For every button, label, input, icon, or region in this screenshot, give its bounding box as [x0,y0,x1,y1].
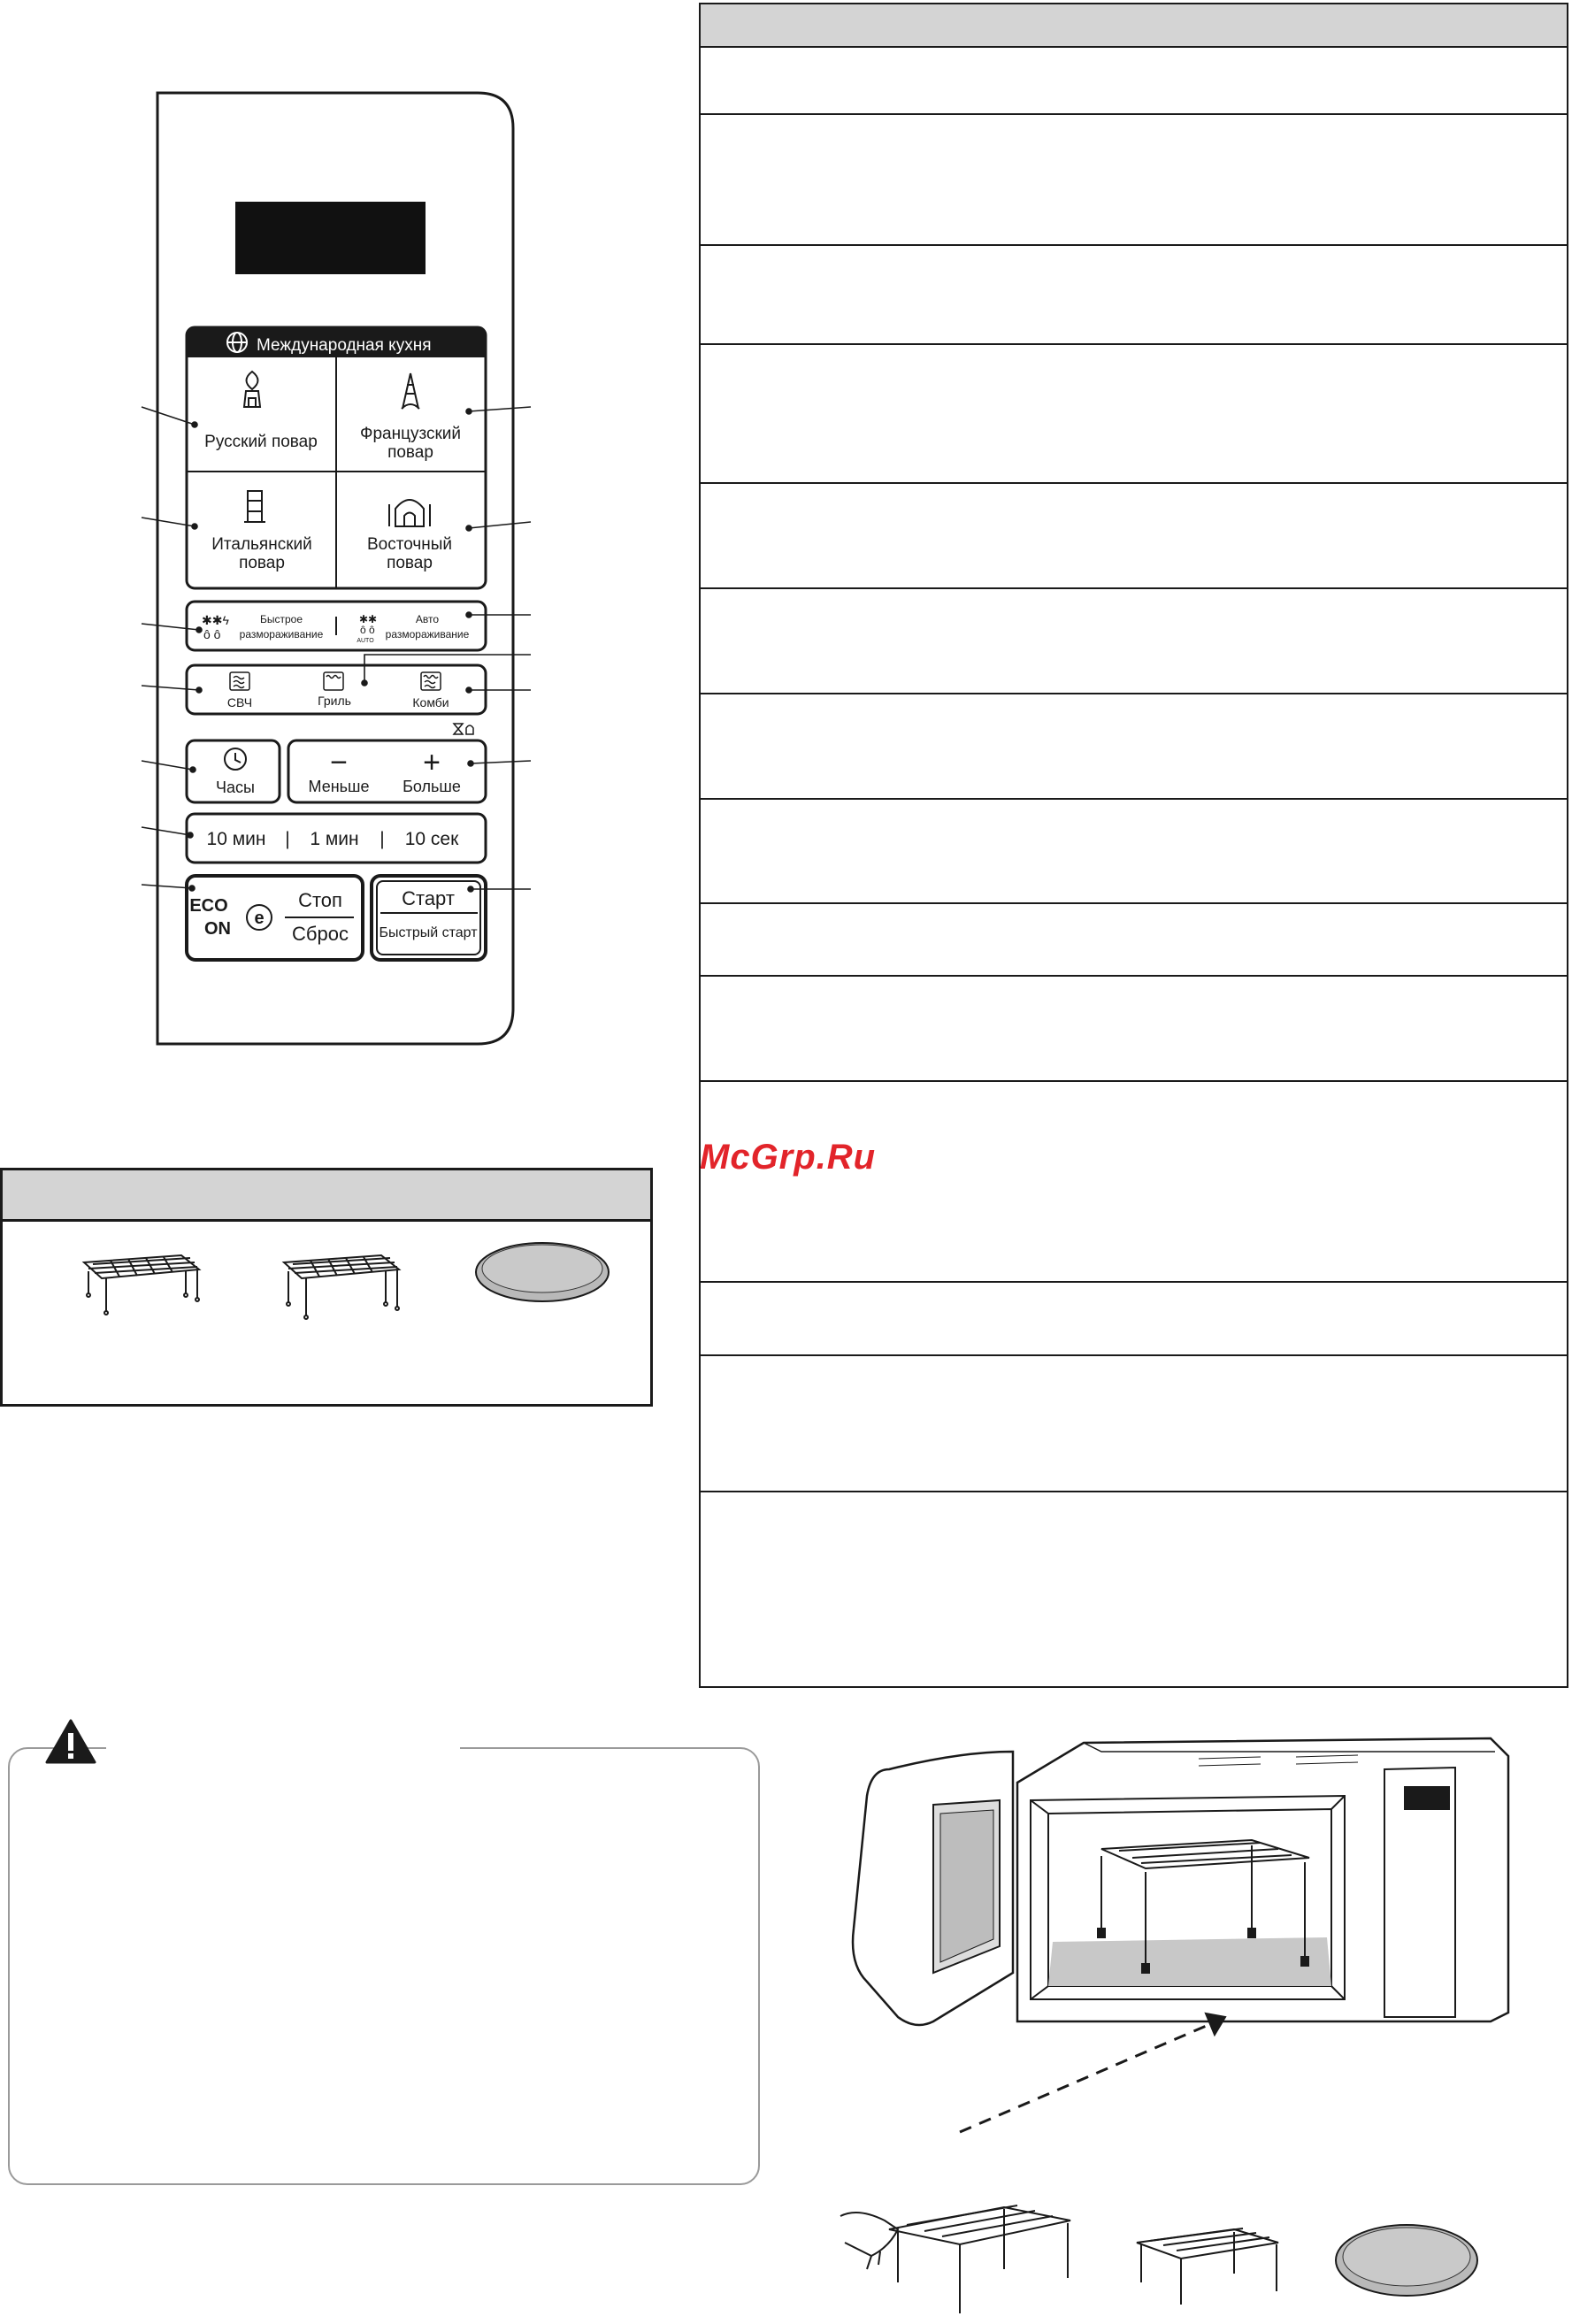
accessories-box [0,1168,653,1407]
russian-chef-label[interactable]: Русский повар [204,433,318,451]
table-row-divider [701,975,1567,977]
auto-defrost-label-2[interactable]: размораживание [385,628,470,640]
function-table [699,3,1568,1688]
russian-cathedral-icon [244,372,260,407]
time-separator-1: | [285,829,290,849]
eco-e-symbol: e [254,909,265,928]
table-row-divider [701,1354,1567,1356]
reset-label[interactable]: Сброс [292,923,349,945]
quick-defrost-icon [202,613,229,641]
display-screen [235,202,426,274]
oven-illustration [836,1716,1561,2212]
table-row-divider [701,587,1567,589]
glass-tray-small-image [1331,2216,1491,2305]
quick-defrost-label-2[interactable]: размораживание [239,628,324,640]
low-rack-image [275,1245,408,1324]
mosque-icon [389,500,430,526]
ten-min-label[interactable]: 10 мин [206,829,266,849]
eiffel-tower-icon [402,373,419,409]
auto-defrost-icon [359,613,377,636]
svg-text:ô ô: ô ô [203,627,221,641]
eco-label-1[interactable]: ECO [189,896,228,916]
italian-chef-label-1[interactable]: Итальянский [211,535,312,554]
accessories-header [3,1170,650,1222]
rack-in-hand-image [836,2181,1075,2322]
table-row-divider [701,693,1567,694]
table-row-divider [701,343,1567,345]
table-row-divider [701,798,1567,800]
low-rack-small-image [1128,2216,1287,2313]
microwave-label[interactable]: СВЧ [226,695,253,709]
grill-mode-icon [324,672,343,690]
svg-text:ô ô: ô ô [360,624,375,636]
caution-box [8,1747,760,2185]
combi-mode-icon [421,672,441,690]
auto-defrost-sub: AUTO [357,638,374,644]
warning-icon [44,1718,97,1766]
function-table-header [701,4,1567,48]
microwave-mode-icon [230,672,249,690]
french-chef-label-2[interactable]: повар [387,443,433,462]
less-label[interactable]: Меньше [308,778,370,795]
auto-defrost-label-1[interactable]: Авто [415,613,440,625]
more-label[interactable]: Больше [403,778,461,795]
quick-start-label[interactable]: Быстрый старт [379,925,478,940]
table-row-divider [701,482,1567,484]
time-separator-2: | [380,829,385,849]
table-row-divider [701,1491,1567,1492]
combi-label[interactable]: Комби [412,695,449,709]
minus-sign[interactable]: − [330,746,348,779]
stop-label[interactable]: Стоп [298,889,342,911]
high-rack-image [75,1245,208,1324]
glass-tray-image [472,1237,613,1308]
eco-label-2[interactable]: ON [204,919,231,939]
oriental-chef-label-1[interactable]: Восточный [366,535,453,554]
clock-label[interactable]: Часы [216,779,255,796]
italian-chef-label-2[interactable]: повар [239,554,285,572]
table-row-divider [701,1281,1567,1283]
watermark: McGrp.Ru [700,1138,877,1177]
ten-sec-label[interactable]: 10 сек [404,829,459,849]
svg-text:✱✱ϟ: ✱✱ϟ [202,613,229,627]
one-min-label[interactable]: 1 мин [310,829,359,849]
table-row-divider [701,244,1567,246]
table-row-divider [701,1080,1567,1082]
clock-icon [225,748,246,770]
grill-label[interactable]: Гриль [318,694,351,708]
oriental-chef-label-2[interactable]: повар [387,554,433,572]
category-header: Международная кухня [257,336,432,355]
quick-defrost-label-1[interactable]: Быстрое [259,613,303,625]
table-row-divider [701,113,1567,115]
table-row-divider [701,902,1567,904]
control-panel-diagram [0,0,699,1168]
plus-sign[interactable]: + [423,746,441,779]
child-lock-icon [454,724,473,734]
svg-text:✱✱: ✱✱ [359,613,378,625]
leaning-tower-icon [244,491,265,522]
french-chef-label-1[interactable]: Французский [360,425,461,443]
start-label[interactable]: Старт [402,887,455,909]
